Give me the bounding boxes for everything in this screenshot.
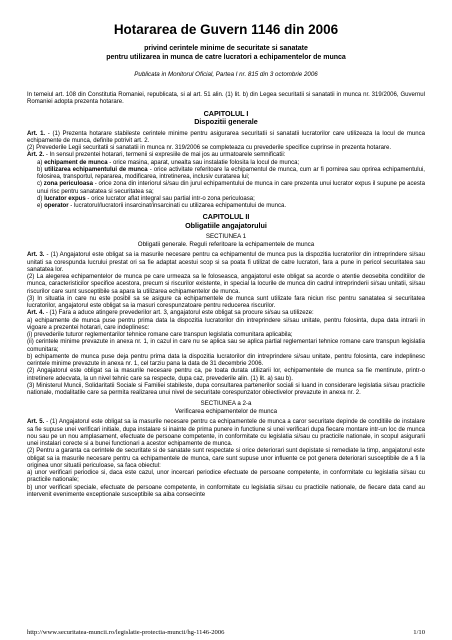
article-1-label: Art. 1. (27, 130, 46, 137)
article-4-paragraph-3: (3) Ministerul Muncii, Solidaritatii Sociale si Familiei stabileste, dupa consultarea partenerilor sociali si luand in considerare legislatia si/sau practicile nationale, modalitatile care sa permita realizarea unui nivel de securitate corespunzator obiectivelor prevazute in anexa nr. 2. (27, 382, 425, 396)
article-5-item-a: a) unor verificari periodice si, daca este cazul, unor incercari periodice efectuate de persoane competente, in conformitate cu legislatia si/sau cu practicile nationale; (27, 470, 425, 484)
chapter-2-subtitle: Obligatiile angajatorului (185, 220, 267, 230)
definition-d: d) lucrator expus - orice lucrator aflat integral sau partial intr-o zona periculoasa; (37, 195, 255, 202)
article-3-paragraph-2: (2) La alegerea echipamentelor de munca pe care urmeaza sa le foloseasca, angajatorul este obligat sa acorde o atentie deosebita conditiilor de munca, caracteristicilor specifice acestora, precum si riscurilor existente, in special la locurile de munca din cadrul intreprinderii si/sau unitatii, si/sau riscurilor care sunt susceptibile sa apara la utilizarea echipamentelor de munca. (27, 274, 425, 295)
section-2-subtitle: Verificarea echipamentelor de munca (174, 407, 278, 415)
intro-paragraph: In temeiul art. 108 din Constitutia Romaniei, republicata, si al art. 51 alin. (1) lit. b) din Legea securitatii si sanatatii in munca nr. 319/2006, Guvernul Romaniei adopta prezenta hotarare. (27, 92, 425, 106)
article-4 (27, 310, 425, 317)
article-5-item-b: b) unor verificari speciale, efectuate de persoane competente, in conformitate cu legislatia si/sau cu practicile nationale, de fiecare data cand au intervenit evenimente exceptionale susceptibile sa aiba consecinte (27, 484, 425, 498)
article-3-label: Art. 3. (27, 252, 45, 259)
definition-e-text: - lucratorul/lucratorii insarcinat/insarcinati cu utilizarea echipamentului de munca. (68, 203, 287, 209)
page-footer (27, 629, 425, 636)
article-5 (27, 419, 425, 448)
article-2-label: Art. 2. (27, 152, 45, 159)
article-4-item-a: a) echipamente de munca puse pentru prima data la dispozitia lucratorilor din intreprindere si/sau unitate, pentru folosinta, dupa data intrarii in vigoare a prezentei hotarari, care indeplinesc: (27, 317, 425, 331)
definition-c-text: - orice zona din interiorul si/sau din jurul echipamentului de munca in care prezenta unui lucrator expus il supune pe acesta unui risc pentru sanatatea si securitatea sa; (37, 181, 425, 195)
subtitle-line-1: privind cerintele minime de securitate si sanatate (144, 45, 308, 52)
footer-url-link[interactable]: http://www.securitatea-muncii.ro/legislatie-protectia-muncii/hg-1146-2006 (27, 629, 225, 636)
definition-d-term: lucrator expus (44, 195, 86, 202)
article-4-label: Art. 4. (27, 310, 45, 317)
article-3-paragraph-3: (3) In situatia in care nu este posibil sa se asigure ca echipamentele de munca sunt utilizate fara niciun risc pentru sanatatea si securitatea lucratorilor, angajatorul este obligat sa ia masuri corespunzatoare pentru reducerea riscurilor. (27, 295, 425, 309)
article-4-paragraph-2: (2) Angajatorul este obligat sa ia masurile necesare pentru ca, pe toata durata utilizarii lor, echipamentele de munca sa fie mentinute, printr-o intretinere adecvata, la un nivel tehnic care sa respecte, dupa caz, prevederile alin. (1) lit. a) sau b). (27, 368, 425, 382)
definition-e-term: operator (44, 203, 69, 209)
chapter-2-heading (27, 213, 425, 230)
definition-c-term: zona periculoasa (43, 181, 93, 188)
chapter-1-subtitle: Dispozitii generale (194, 117, 258, 126)
article-5-text: - (1) Angajatorul este obligat sa ia masurile necesare pentru ca echipamentele de munca a caror securitate depinde de conditiile de instalare sa fie supuse unei verificari initiale, dupa instalare si inainte de prima punere in functiune si unei verificari dupa fiecare montare intr-un loc de munca nou sau pe un nou amplasament, efectuate de persoane competente, in conformitate cu legislatia si/sau cu practicile nationale, in scopul asigurarii unei instalari corecte si a bunei functionari a acestor echipamente de munca. (27, 419, 425, 447)
section-2-title: SECTIUNEA a 2-a (200, 400, 252, 408)
definition-b-term: utilizarea echipamentului de munca (44, 166, 148, 173)
article-1-text: - (1) Prezenta hotarare stabileste cerintele minime pentru asigurarea securitatii si sanatatii lucratorilor care utilizeaza la locul de munca echipamente de munca, definite potrivit art. 2. (27, 130, 425, 144)
section-1-subtitle: Obligatii generale. Reguli referitoare la echipamentele de munca (137, 240, 315, 248)
definition-c: c) zona periculoasa - orice zona din interiorul si/sau din jurul echipamentului de munca in care prezenta unui lucrator expus il supune pe acesta unui risc pentru sanatatea si securitatea sa; (37, 181, 425, 195)
article-4-item-a-i: (i) prevederile tuturor reglementarilor tehnice romane care transpun legislatia comunitara aplicabila; (27, 332, 293, 338)
definition-a-term: echipament de munca (44, 159, 108, 166)
page-number: 1/10 (413, 629, 425, 636)
article-2 (27, 152, 425, 159)
article-4-text: - (1) Fara a aduce atingere prevederilor art. 3, angajatorul este obligat sa procure si/sau sa utilizeze: (44, 310, 314, 317)
subtitle-line-2: pentru utilizarea in munca de catre lucratori a echipamentelor de munca (106, 54, 346, 61)
article-1 (27, 131, 425, 146)
definition-d-text: - orice lucrator aflat integral sau partial intr-o zona periculoasa; (85, 195, 255, 202)
article-4-item-a-ii: (ii) cerintele minime prevazute in anexa nr. 1, in cazul in care nu se aplica sau se aplica partial reglementari tehnice romane care transpun legislatia comunitara; (27, 339, 425, 353)
definition-b: b) utilizarea echipamentului de munca - orice activitate referitoare la echipamentul de munca, cum ar fi pornirea sau oprirea echipamentului, folosirea, transportul, repararea, modificarea, intretinerea, inclusiv curatarea lui; (37, 166, 425, 180)
article-2-text: - In sensul prezentei hotarari, termenii si expresiile de mai jos au urmatoarele semnificatii: (44, 152, 286, 159)
chapter-1-heading (27, 110, 425, 127)
article-5-paragraph-2: (2) Pentru a garanta ca cerintele de securitate si de sanatate sunt respectate si orice deteriorari sunt depistate si remediate la timp, angajatorul este obligat sa ia masurile necesare pentru ca echipamentele de munca, care sunt supuse unor influente ce pot genera deteriorari susceptibile de a fi la originea unor situatii periculoase, sa faca obiectul: (27, 448, 425, 469)
article-4-item-b: b) echipamente de munca puse deja pentru prima data la dispozitia lucratorilor din intreprindere si/sau unitate, pentru folosinta, care indeplinesc cerintele minime prevazute in anexa nr. 1, cel tarziu pana la data de 31 decembrie 2006. (27, 353, 425, 367)
article-1-paragraph-2: (2) Prevederile Legii securitatii si sanatatii in munca nr. 319/2006 se completeaza cu prevederile specifice cuprinse in prezenta hotarare. (27, 145, 392, 151)
section-1-title: SECTIUNEA 1 (205, 233, 247, 241)
definition-a: a) echipament de munca - orice masina, aparat, unealta sau instalatie folosita la locul de munca; (37, 159, 300, 166)
article-3-text: - (1) Angajatorul este obligat sa ia masurile necesare pentru ca echipamentul de munca pus la dispozitia lucratorilor din intreprindere si/sau unitati sa corespunda lucrului prestat ori sa fie adaptat acestui scop si sa poata fi utilizat de catre lucratori, fara a pune in pericol securitatea sau sanatatea lor. (27, 252, 426, 273)
article-3 (27, 252, 425, 274)
publication-note: Publicata in Monitorul Oficial, Partea I nr. 815 din 3 octombrie 2006 (134, 71, 318, 78)
document-title: Hotararea de Guvern 1146 din 2006 (113, 22, 339, 37)
article-5-label: Art. 5. (27, 419, 45, 426)
chapter-1-title: CAPITOLUL I (203, 108, 249, 118)
chapter-2-title: CAPITOLUL II (202, 212, 250, 222)
definition-e: e) operator - lucratorul/lucratorii insarcinat/insarcinati cu utilizarea echipamentului de munca. (37, 203, 287, 209)
document-body (27, 92, 425, 499)
definition-a-text: - orice masina, aparat, unealta sau instalatie folosita la locul de munca; (107, 159, 300, 166)
document-subtitle (30, 44, 422, 62)
definition-b-text: - orice activitate referitoare la echipamentul de munca, cum ar fi pornirea sau oprirea echipamentului, folosirea, transportul, repararea, modificarea, intretinerea, inclusiv curatarea lui; (37, 166, 425, 180)
